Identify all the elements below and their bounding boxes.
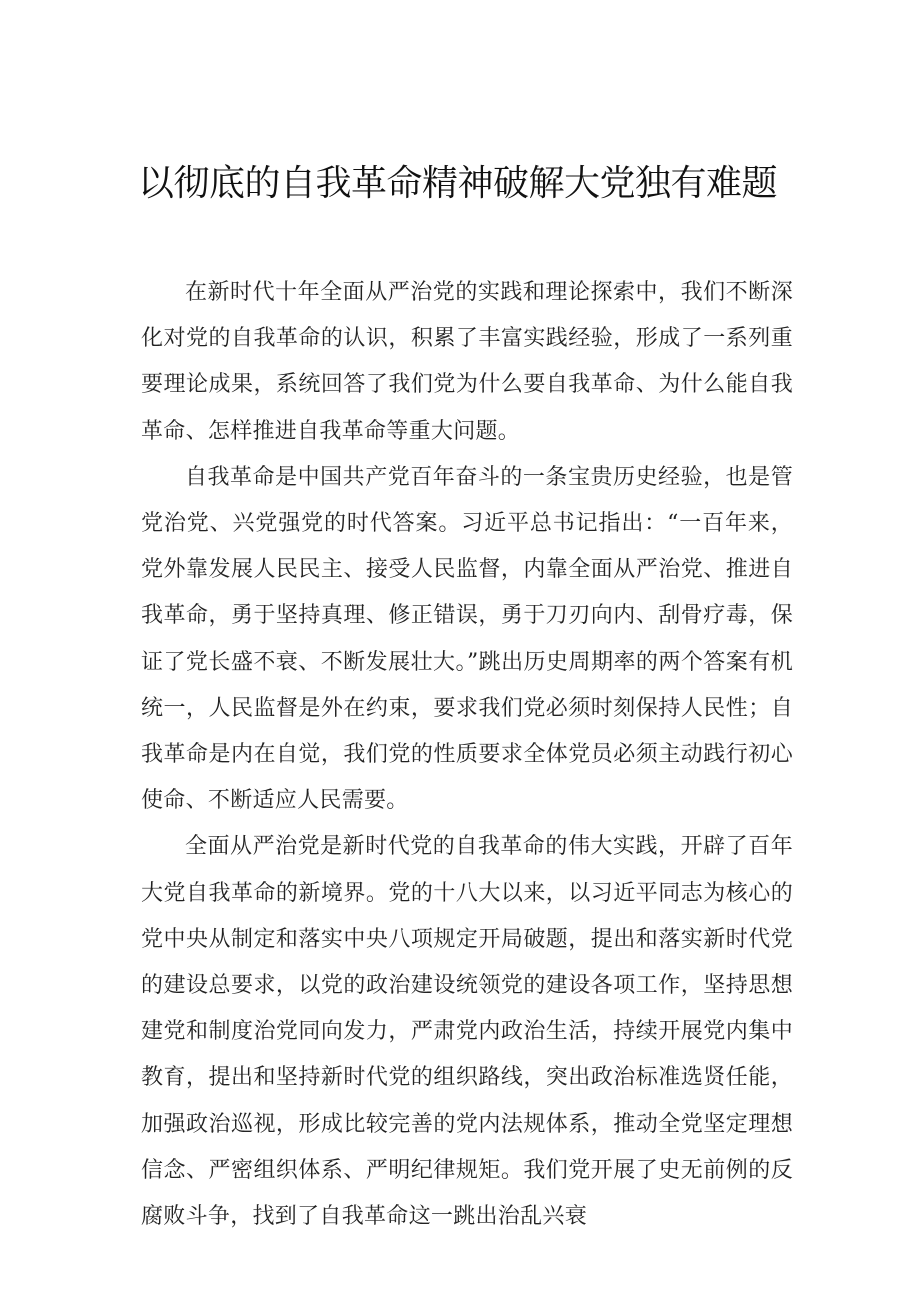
document-body xyxy=(141,270,793,1240)
paragraph-2: 自我革命是中国共产党百年奋斗的一条宝贵历史经验，也是管党治党、兴党强党的时代答案。习近平总书记指出：“一百年来，党外靠发展人民民主、接受人民监督，内靠全面从严治党、推进自我革命，勇于坚持真理、修正错误，勇于刀刃向内、刮骨疗毒，保证了党长盛不衰、不断发展壮大。”跳出历史周期率的两个答案有机统一，人民监督是外在约束，要求我们党必须时刻保持人民性；自我革命是内在自觉，我们党的性质要求全体党员必须主动践行初心使命、不断适应人民需要。 xyxy=(141,464,793,814)
paragraph-1: 在新时代十年全面从严治党的实践和理论探索中，我们不断深化对党的自我革命的认识，积累了丰富实践经验，形成了一系列重要理论成果，系统回答了我们党为什么要自我革命、为什么能自我革命、怎样推进自我革命等重大问题。 xyxy=(141,280,793,444)
document-title: 以彻底的自我革命精神破解大党独有难题 xyxy=(138,163,778,204)
paragraph-3: 全面从严治党是新时代党的自我革命的伟大实践，开辟了百年大党自我革命的新境界。党的十八大以来，以习近平同志为核心的党中央从制定和落实中央八项规定开局破题，提出和落实新时代党的建设总要求，以党的政治建设统领党的建设各项工作，坚持思想建党和制度治党同向发力，严肃党内政治生活，持续开展党内集中教育，提出和坚持新时代党的组织路线，突出政治标准选贤任能，加强政治巡视，形成比较完善的党内法规体系，推动全党坚定理想信念、严密组织体系、严明纪律规矩。我们党开展了史无前例的反腐败斗争，找到了自我革命这一跳出治乱兴衰 xyxy=(141,834,793,1230)
